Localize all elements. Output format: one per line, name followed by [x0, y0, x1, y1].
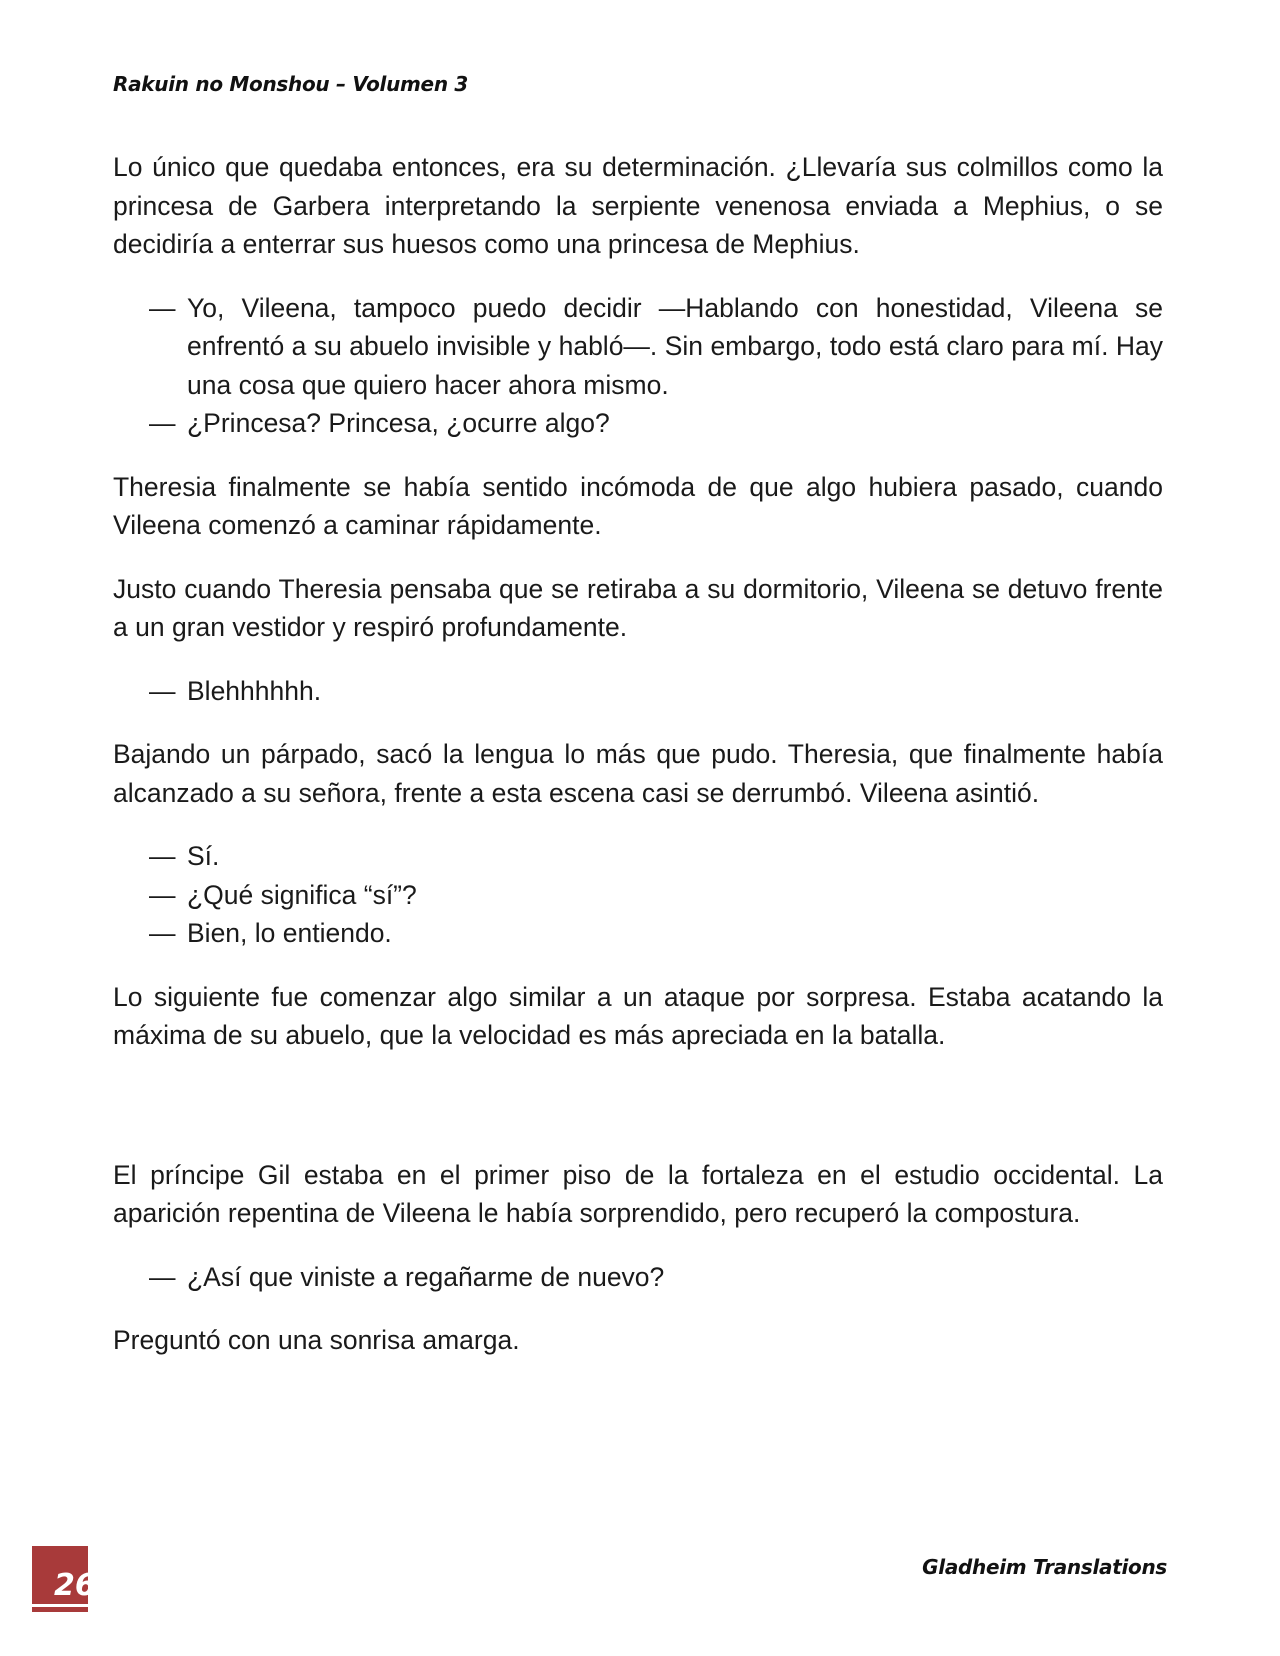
- dialogue-dash: —: [149, 918, 176, 948]
- dialogue-dash: —: [149, 1261, 176, 1292]
- page-number-badge: [32, 1546, 96, 1612]
- dialogue-text: ¿Así que viniste a regañarme de nuevo?: [187, 1261, 665, 1292]
- dialogue-dash: —: [149, 408, 176, 438]
- dialogue-dash: —: [149, 879, 176, 910]
- page-body: [113, 148, 1163, 1385]
- paragraph-5: Lo siguiente fue comenzar algo similar a un ataque por sorpresa. Estaba acatando la máxima de su abuelo, que la velocidad es más apreciada en la batalla.: [113, 981, 1163, 1050]
- dialogue-line: [113, 404, 1163, 443]
- dialogue-dash: —: [149, 292, 176, 323]
- dialogue-text: Sí.: [187, 841, 220, 871]
- dialogue-group-4: [113, 1258, 1163, 1297]
- footer-credit: Gladheim Translations: [922, 1555, 1167, 1579]
- paragraph-7: Preguntó con una sonrisa amarga.: [113, 1325, 520, 1355]
- paragraph-6: El príncipe Gil estaba en el primer piso de la fortaleza en el estudio occidental. La aparición repentina de Vileena le había sorprendido, pero recuperó la compostura.: [113, 1159, 1163, 1228]
- dialogue-text: ¿Qué significa “sí”?: [187, 879, 417, 910]
- section-break: [113, 1080, 1163, 1156]
- dialogue-group-3: [113, 837, 1163, 953]
- page-number: 26: [54, 1568, 96, 1603]
- dialogue-text: ¿Princesa? Princesa, ¿ocurre algo?: [187, 408, 610, 438]
- dialogue-line: [113, 837, 1163, 876]
- page-number-underline: [32, 1604, 88, 1607]
- running-header-title: Rakuin no Monshou – Volumen 3: [113, 72, 469, 96]
- dialogue-dash: —: [149, 675, 176, 706]
- dialogue-group-1: [113, 289, 1163, 443]
- dialogue-group-2: [113, 672, 1163, 711]
- dialogue-dash: —: [149, 841, 176, 871]
- paragraph-1: Lo único que quedaba entonces, era su determinación. ¿Llevaría sus colmillos como la princesa de Garbera interpretando la serpiente venenosa enviada a Mephius, o se decidiría a enterrar sus huesos como una princesa de Mephius.: [113, 152, 1163, 259]
- dialogue-line: [113, 289, 1163, 405]
- paragraph-3: Justo cuando Theresia pensaba que se retiraba a su dormitorio, Vileena se detuvo frente a un gran vestidor y respiró profundamente.: [113, 573, 1163, 642]
- dialogue-line: [113, 914, 1163, 953]
- paragraph-4: Bajando un párpado, sacó la lengua lo más que pudo. Theresia, que finalmente había alcanzado a su señora, frente a esta escena casi se derrumbó. Vileena asintió.: [113, 739, 1163, 808]
- dialogue-line: [113, 672, 1163, 711]
- dialogue-text: Bien, lo entiendo.: [187, 918, 392, 948]
- dialogue-text: Yo, Vileena, tampoco puedo decidir —Hablando con honestidad, Vileena se enfrentó a su abuelo invisible y habló—. Sin embargo, todo está claro para mí. Hay una cosa que quiero hacer ahora mismo.: [187, 292, 1163, 400]
- dialogue-line: [113, 876, 1163, 915]
- dialogue-text: Blehhhhhh.: [187, 675, 322, 706]
- dialogue-line: [113, 1258, 1163, 1297]
- paragraph-2: Theresia finalmente se había sentido incómoda de que algo hubiera pasado, cuando Vileena comenzó a caminar rápidamente.: [113, 471, 1163, 540]
